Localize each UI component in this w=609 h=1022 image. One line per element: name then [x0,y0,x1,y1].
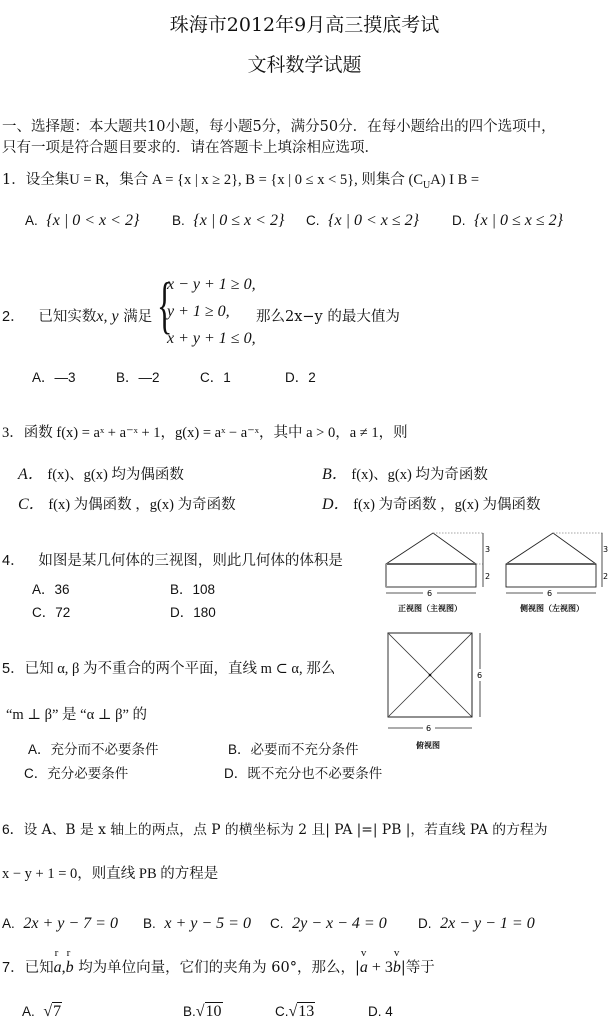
option-text: x + y − 5 = 0 [164,915,251,932]
svg-text:6: 6 [477,671,483,680]
svg-text:6: 6 [426,724,432,733]
option-label: B． [170,582,193,597]
option-label: D. [368,1004,382,1019]
q7-option-d[interactable] [368,1004,393,1019]
option-text: f(x) 为奇函数 ，g(x) 为偶函数 [353,497,541,513]
option-label: C. [270,916,284,931]
option-text: f(x)、g(x) 均为偶函数 [47,467,184,483]
option-text: 1 [223,370,231,385]
question-stem-mid: 满足 [123,309,153,325]
constraint-2: y + 1 ≥ 0, [167,303,230,320]
option-text: 充分而不必要条件 [50,742,159,757]
option-text: 4 [385,1004,393,1019]
option-text: 2x − y − 1 = 0 [440,915,535,932]
vector-mark: v [393,947,400,959]
option-text: {x | 0 < x < 2} [46,212,140,229]
option-label: B. [143,916,156,931]
question-stem: 设 A、B 是 x 轴上的两点，点 P 的横坐标为 2 且| PA |=| PB |，若直线 PA 的方程为 [23,822,548,838]
q5-option-c[interactable] [24,762,128,782]
vector-symbol: a [53,959,62,976]
question-stem-post: |等于 [400,960,435,976]
question-stem: 如图是某几何体的三视图，则此几何体的体积是 [38,553,343,569]
front-view-figure [383,527,493,599]
q2-option-d[interactable] [285,366,316,386]
q3-option-a[interactable] [18,461,184,484]
option-label: A. [22,1004,35,1019]
option-label: C． [200,370,224,385]
question-stem: 函数 f(x) = aˣ + a⁻ˣ + 1，g(x) = aˣ − a⁻ˣ，其中 a > 0，a ≠ 1，则 [23,425,408,441]
top-view-figure [385,630,490,735]
option-label: D. [418,916,432,931]
q2-option-a[interactable] [32,366,76,386]
option-radicand: 10 [205,1003,222,1020]
vector-symbol: b [392,959,401,976]
q6-option-c[interactable] [270,915,387,933]
question-number: 5． [2,661,25,677]
front-view-caption: 正视图（主视图） [398,604,462,613]
question-4 [2,549,343,570]
question-vars: x, y [96,308,119,325]
option-text: —2 [138,370,160,385]
question-stem: 设全集U = R，集合 A = {x | x ≥ 2}, B = {x | 0 ≤ x < 5}, 则集合 (C [25,172,423,188]
question-number: 4． [2,553,25,569]
option-text: 2x + y − 7 = 0 [23,915,118,932]
q7-option-b[interactable]: B.√10 [183,1003,222,1020]
question-stem-pre: 已知实数 [38,309,97,325]
q5-option-a[interactable] [28,738,159,758]
svg-text:3: 3 [603,545,609,554]
q1-option-c[interactable] [306,212,419,230]
question-5 [2,657,335,678]
vector-a [53,947,62,977]
option-label: A． [18,466,44,483]
option-label: C. [306,213,320,228]
option-text: f(x)、g(x) 均为奇函数 [351,467,488,483]
svg-text:6: 6 [547,589,553,598]
section-instructions-line1: 一、选择题：本大题共10小题，每小题5分，满分50分．在每小题给出的四个选项中， [2,119,556,135]
option-text: 必要而不充分条件 [250,742,359,757]
q6-option-d[interactable] [418,915,535,933]
q4-option-c[interactable] [32,601,70,621]
vector-b [65,947,74,977]
option-label: C． [32,605,56,620]
option-label: C． [18,496,45,513]
dim-wall: 2 [485,572,491,581]
side-view-figure [503,527,609,599]
option-text: 2 [308,370,316,385]
question-7: 7．已知 r a, r b 均为单位向量，它们的夹角为 60°，那么，| v a + 3 v b|等于 [2,947,435,976]
option-label: D． [170,605,194,620]
vector-symbol: b [65,959,74,976]
question-number: 3． [2,425,24,441]
option-label: B． [228,742,251,757]
subscript: U [423,179,431,191]
option-text: {x | 0 < x ≤ 2} [328,212,420,229]
expr-vector-a [359,947,368,977]
option-text: {x | 0 ≤ x < 2} [193,212,285,229]
option-label: A． [28,742,51,757]
vector-symbol: a [359,959,368,976]
vector-mark: r [66,947,71,959]
dim-roof: 3 [485,545,491,554]
expr-vector-b [392,947,401,977]
question-number: 1． [2,172,26,188]
option-label: A． [32,582,55,597]
constraint-3: x + y + 1 ≤ 0, [167,330,256,347]
question-2 [2,305,152,326]
option-text: {x | 0 ≤ x ≤ 2} [474,212,564,229]
option-label: B. [172,213,185,228]
q3-option-c[interactable] [18,491,236,514]
option-label: B． [322,466,348,483]
option-label: C. [275,1004,289,1019]
q1-option-b[interactable] [172,212,284,230]
question-stem-end: A) I B = [430,172,480,188]
option-text: 2y − x − 4 = 0 [292,915,387,932]
question-1 [2,168,479,191]
option-label: D. [452,213,466,228]
vector-mark: r [54,947,59,959]
q4-option-b[interactable] [170,578,215,598]
option-label: A． [32,370,55,385]
option-text: f(x) 为偶函数 ，g(x) 为奇函数 [48,497,236,513]
option-label: D． [224,766,248,781]
question-number: 7． [2,960,25,976]
exam-subtitle: 文科数学试题 [247,54,362,76]
dim-width: 6 [427,589,433,598]
q3-option-d[interactable] [322,491,540,514]
question-5-line2: “m ⊥ β” 是 “α ⊥ β” 的 [6,707,148,723]
q5-option-b[interactable] [228,738,359,758]
option-text: 36 [54,582,70,597]
q4-option-a[interactable] [32,578,70,598]
system-brace: { [157,269,173,340]
q2-option-c[interactable] [200,366,231,386]
expr-plus: + 3 [367,959,393,976]
constraint-1: x − y + 1 ≥ 0, [167,276,256,293]
exam-title: 珠海市2012年9月高三摸底考试 [169,14,440,36]
option-radicand: 13 [298,1003,315,1020]
q4-option-d[interactable] [170,601,216,621]
option-text: 既不充分也不必要条件 [247,766,383,781]
question-6 [2,818,548,838]
option-text: 108 [192,582,216,597]
q5-option-d[interactable] [224,762,382,782]
option-radicand: 7 [53,1003,62,1020]
option-text: 72 [55,605,71,620]
option-text: 充分必要条件 [47,766,129,781]
option-label: A. [25,213,38,228]
option-text: 180 [193,605,216,620]
question-stem-post: 那么2x−y 的最大值为 [256,309,400,325]
question-6-line2: x − y + 1 = 0，则直线 PB 的方程是 [2,866,219,882]
svg-text:2: 2 [603,572,609,581]
q6-option-a[interactable] [2,915,118,933]
top-view-caption: 俯视图 [416,741,440,750]
question-3 [2,421,408,442]
vector-mark: v [360,947,367,959]
option-label: B． [116,370,139,385]
question-stem: 已知 α, β 为不重合的两个平面，直线 m ⊂ α, 那么 [24,661,336,677]
option-label: B. [183,1004,196,1019]
section-instructions-line2: 只有一项是符合题目要求的．请在答题卡上填涂相应选项． [2,140,379,156]
side-view-caption: 侧视图（左视图） [520,604,584,613]
q7-option-a[interactable]: A. √7 [22,1003,62,1020]
q2-option-b[interactable] [116,366,160,386]
question-number: 6． [2,822,24,837]
q3-option-b[interactable] [322,461,488,484]
option-label: A. [2,916,15,931]
option-label: D． [322,496,350,513]
q1-option-d[interactable] [452,212,563,230]
question-stem-mid: 均为单位向量，它们的夹角为 60°，那么，| [78,960,360,976]
option-label: C． [24,766,48,781]
question-number: 2． [2,309,25,325]
option-text: —3 [54,370,76,385]
q6-option-b[interactable] [143,915,251,933]
q7-option-c[interactable]: C.√13 [275,1003,315,1020]
q1-option-a[interactable] [25,212,139,230]
question-stem-pre: 已知 [24,960,54,976]
option-label: D． [285,370,309,385]
